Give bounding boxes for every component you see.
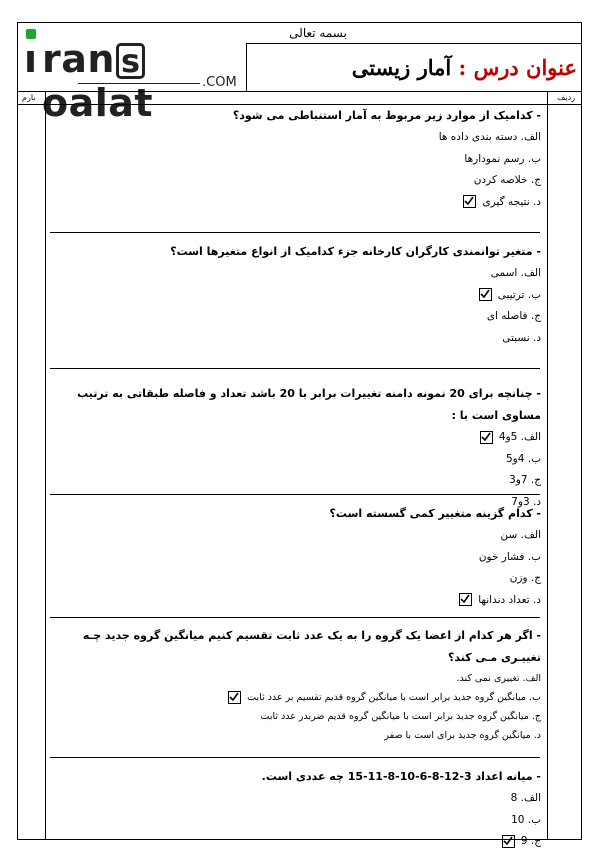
checkbox-checked[interactable] xyxy=(502,835,515,848)
option-text: د. نسبتی xyxy=(502,331,541,344)
option-c xyxy=(46,306,547,328)
option-text: الف. تغییری نمی کند. xyxy=(456,673,541,684)
course-title xyxy=(352,55,577,80)
option-text: ج. وزن xyxy=(509,572,541,584)
logo-tld: .COM xyxy=(202,75,237,90)
option-d xyxy=(46,192,547,214)
option-b xyxy=(46,688,547,707)
checkbox-checked[interactable] xyxy=(479,288,492,301)
checkbox-checked[interactable] xyxy=(459,593,472,606)
question-1 xyxy=(46,105,547,213)
header-divider xyxy=(246,43,581,44)
question-stem: - میانه اعداد 3-12-8-6-10-8-11-15 چه عددی است. xyxy=(261,770,541,783)
option-text: د. 3و7 xyxy=(511,495,541,508)
option-a xyxy=(46,127,547,149)
option-d xyxy=(46,726,547,745)
option-b xyxy=(46,547,547,569)
option-b xyxy=(46,449,547,471)
check-icon xyxy=(503,836,513,846)
logo-s-box: s xyxy=(116,43,146,79)
option-c xyxy=(46,831,547,853)
option-a xyxy=(46,669,547,688)
option-b xyxy=(46,149,547,171)
option-b xyxy=(46,285,547,307)
option-text: ج. فاصله ای xyxy=(486,310,541,322)
check-icon xyxy=(460,594,470,604)
checkbox-checked[interactable] xyxy=(228,691,241,704)
option-c xyxy=(46,170,547,192)
option-c xyxy=(46,707,547,726)
question-separator xyxy=(50,494,540,495)
question-5 xyxy=(46,625,547,745)
option-c xyxy=(46,568,547,590)
option-text: د. میانگین گروه جدید برای است با صفر xyxy=(384,730,541,741)
row-number-column-label: ردیف xyxy=(557,93,575,102)
question-stem: - چنانچه برای 20 نمونه دامنه تغییرات برابر با 20 باشد تعداد و فاصله طبقاتی به ترتیب مساوی است با : xyxy=(77,387,541,422)
logo-letter-i: ı xyxy=(24,37,38,81)
question-stem: - اگر هر کدام از اعضا یک گروه را به یک عدد ثابت تقسیم کنیم میانگین گروه جدید چـه تغییـری مـی کند؟ xyxy=(82,629,541,664)
question-separator xyxy=(50,232,540,233)
option-d xyxy=(46,590,547,612)
option-text: ب. رسم نمودارها xyxy=(464,152,541,165)
option-b xyxy=(46,810,547,832)
option-text: ج. 7و3 xyxy=(509,474,541,486)
check-icon xyxy=(481,432,491,442)
column-header-row xyxy=(18,91,581,105)
option-text: الف. دسته بندی داده ها xyxy=(438,131,541,143)
option-a xyxy=(46,263,547,285)
option-text: ب. 10 xyxy=(511,813,541,826)
logo-underline xyxy=(78,83,200,84)
checkbox-checked[interactable] xyxy=(463,195,476,208)
question-stem: - کدامیک از موارد زیر مربوط به آمار استنباطی می شود؟ xyxy=(232,109,541,122)
question-separator xyxy=(50,617,540,618)
option-text: ج. 9 xyxy=(520,835,541,847)
course-title-label: عنوان درس : xyxy=(458,55,577,80)
option-text: الف. اسمی xyxy=(490,267,541,279)
option-text: ب. فشار خون xyxy=(478,550,541,563)
option-a xyxy=(46,788,547,810)
row-column-divider xyxy=(547,91,548,839)
question-6 xyxy=(46,766,547,853)
question-2 xyxy=(46,241,547,349)
questions-area xyxy=(46,105,547,847)
option-a xyxy=(46,427,547,449)
course-title-value: آمار زیستی xyxy=(351,55,452,80)
option-text: الف. 5و4 xyxy=(498,431,541,443)
option-text: ج. میانگین گروه جدید برابر است با میانگین گروه قدیم ضربدر عدد ثابت xyxy=(260,711,541,722)
check-icon xyxy=(464,196,474,206)
header-vertical-divider xyxy=(246,43,247,91)
option-text: ب. 4و5 xyxy=(505,452,541,465)
question-stem: - کدام گزینه متغییر کمی گسسته است؟ xyxy=(329,507,541,520)
basmala: بسمه تعالی xyxy=(289,26,347,40)
option-text: د. نتیجه گیری xyxy=(482,195,541,208)
option-text: ب. ترتیبی xyxy=(497,288,541,301)
question-4 xyxy=(46,503,547,611)
question-separator xyxy=(50,757,540,758)
option-text: ج. خلاصه کردن xyxy=(473,174,541,186)
option-a xyxy=(46,525,547,547)
checkbox-checked[interactable] xyxy=(480,431,493,444)
option-c xyxy=(46,470,547,492)
option-text: ب. میانگین گروه جدید برابر است با میانگین گروه قدیم تقسیم بر عدد ثابت xyxy=(247,692,541,703)
score-column-label: بارم xyxy=(22,93,36,102)
option-d xyxy=(46,328,547,350)
check-icon xyxy=(229,692,239,702)
option-text: د. تعداد دندانها xyxy=(478,593,541,606)
option-text: الف. 8 xyxy=(510,792,541,804)
option-text: الف. سن xyxy=(500,529,541,541)
question-stem: - متغیر توانمندی کارگران کارخانه جزء کدامیک از انواع متغیرها است؟ xyxy=(170,245,541,258)
exam-page xyxy=(17,22,582,847)
check-icon xyxy=(480,289,490,299)
logo-wordmark: ran soalat xyxy=(42,37,154,125)
question-separator xyxy=(50,368,540,369)
